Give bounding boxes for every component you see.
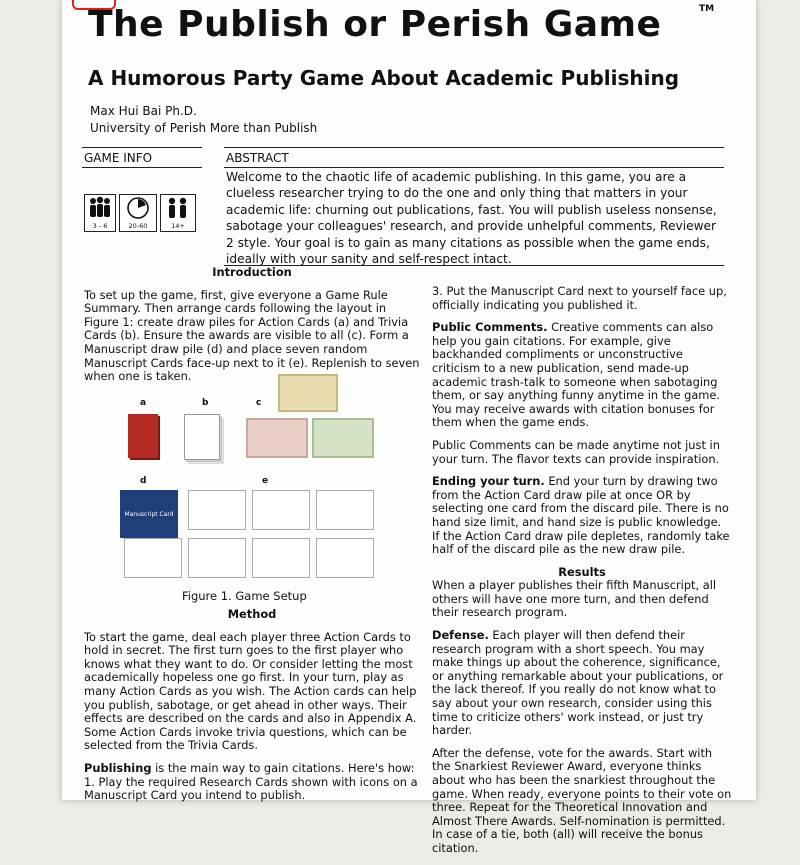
trademark-mark: TM	[699, 4, 715, 14]
game-info-heading: GAME INFO	[84, 151, 153, 165]
method-text: To start the game, deal each player three Action Cards to hold in secret. The first turn goes to the first player who knows what they want to do. Or consider letting the most academically hopeless one go first. In your turn, play as many Action Cards as you wish. The Action cards can help you publish, sabotage, or get ahead in other ways. Their effects are described on the cards and also in Appendix A. Some Action Cards invoke trivia questions, which can be selected from the Trivia Cards.	[84, 629, 417, 753]
trivia-card-pile	[184, 414, 220, 460]
action-card-pile	[128, 414, 158, 458]
defense-label: Defense.	[432, 628, 489, 643]
players-count: 3 - 6	[92, 222, 108, 230]
divider	[224, 147, 724, 148]
introduction-text: To set up the game, first, give everyone a Game Rule Summary. Then arrange cards following the layout in Figure 1: create draw piles for Action Cards (a) and Trivia Cards (b). Ensure the awards are visible to all (c). Form a Manuscript draw pile (d) and place seven random Manuscript Cards face-up next to it (e). Replenish to seven when one is taken.	[84, 287, 420, 384]
results-heading: Results	[558, 564, 606, 579]
manuscript-card	[252, 538, 310, 578]
figure-label-b: b	[202, 398, 209, 408]
publishing-label: Publishing	[84, 760, 152, 775]
publishing-paragraph	[84, 762, 420, 776]
publishing-text: is the main way to gain citations. Here's how:	[151, 760, 415, 775]
left-column-lower	[84, 608, 420, 812]
divider	[224, 167, 724, 168]
figure-label-d: d	[140, 476, 147, 486]
manuscript-card	[188, 490, 246, 530]
age-icon	[160, 194, 196, 232]
divider	[82, 147, 202, 148]
award-card	[246, 418, 308, 458]
public-comments-text-2: Public Comments can be made anytime not just in your turn. The flavor texts can provide inspiration.	[432, 437, 720, 466]
figure-caption: Figure 1. Game Setup	[182, 589, 307, 603]
results-text: When a player publishes their fifth Manuscript, all others will have one more turn, and then defend their research program.	[432, 578, 717, 620]
page-subtitle: A Humorous Party Game About Academic Publishing	[88, 66, 680, 90]
manuscript-card	[316, 490, 374, 530]
players-icon	[84, 194, 116, 232]
public-comments-paragraph	[432, 321, 732, 430]
abstract-text: Welcome to the chaotic life of academic publishing. In this game, you are a clueless researcher trying to do the one and only thing that matters in your academic life: churning out publications, fast. You will publish useless nonsense, sabotage your colleagues' research, and provide unhelpful comments, Reviewer 2 style. Your goal is to gain as many citations as possible when the game ends, ideally with your sanity and self-respect intact.	[226, 170, 717, 267]
publishing-step-1: 1. Play the required Research Cards shown with icons on a Manuscript Card you intend to publish.	[84, 774, 418, 803]
author-affiliation: University of Perish More than Publish	[90, 121, 318, 135]
ending-turn-paragraph	[432, 475, 732, 557]
introduction-heading: Introduction	[212, 265, 292, 279]
ending-turn-text: End your turn by drawing two from the Action Card draw pile at once OR by selecting one card from the discard pile. There is no hand size limit, and hand size is public knowledge. If the Action Card draw pile depletes, randomly take half of the discard pile as the new draw pile.	[432, 474, 730, 557]
award-card	[312, 418, 374, 458]
author-name: Max Hui Bai Ph.D.	[90, 104, 197, 118]
figure-label-e: e	[262, 476, 269, 486]
figure-label-a: a	[140, 398, 147, 408]
play-time: 20-60	[128, 222, 148, 230]
public-comments-text: Creative comments can also help you gain citations. For example, give backhanded compliments or unconstructive criticism to a new publication, send made-up academic trash-talk to someone when sabotaging them, or say anything funny anytime in the game. You may receive awards with citation bonuses for them when the game ends.	[432, 320, 721, 430]
page-title: The Publish or Perish Game	[88, 4, 662, 45]
defense-paragraph	[432, 629, 732, 738]
divider	[82, 167, 202, 168]
manuscript-card-pile: Manuscript Card	[120, 490, 178, 538]
figure-label-c: c	[256, 398, 262, 408]
right-column	[432, 285, 732, 865]
publishing-step-3: 3. Put the Manuscript Card next to yourself face up, officially indicating you published it.	[432, 284, 727, 312]
manuscript-card	[188, 538, 246, 578]
ending-turn-label: Ending your turn.	[432, 474, 545, 489]
clock-icon	[119, 194, 157, 232]
manuscript-card	[316, 538, 374, 578]
defense-text: Each player will then defend their research program with a short speech. You may make things up about the coherence, significance, or anything remarkable about your publications, or the lack thereof. If you really do not know what to say about your own research, consider using this time to criticize others' work instead, or just try harder.	[432, 628, 724, 738]
figure-game-setup	[112, 370, 412, 585]
age-range: 14+	[171, 222, 185, 230]
public-comments-label: Public Comments.	[432, 320, 548, 335]
award-card	[278, 374, 338, 412]
abstract-heading: ABSTRACT	[226, 151, 289, 165]
method-heading: Method	[227, 607, 277, 621]
manuscript-card	[124, 538, 182, 578]
manuscript-card	[252, 490, 310, 530]
awards-text: After the defense, vote for the awards. Start with the Snarkiest Reviewer Award, everyone thinks about who has been the snarkiest throughout the game. When ready, everyone points to their vote on three. Repeat for the Theoretical Innovation and Almost There Awards. Self-nomination is permitted. In case of a tie, both (all) will receive the bonus citation.	[432, 745, 732, 855]
rulebook-page	[62, 0, 756, 855]
